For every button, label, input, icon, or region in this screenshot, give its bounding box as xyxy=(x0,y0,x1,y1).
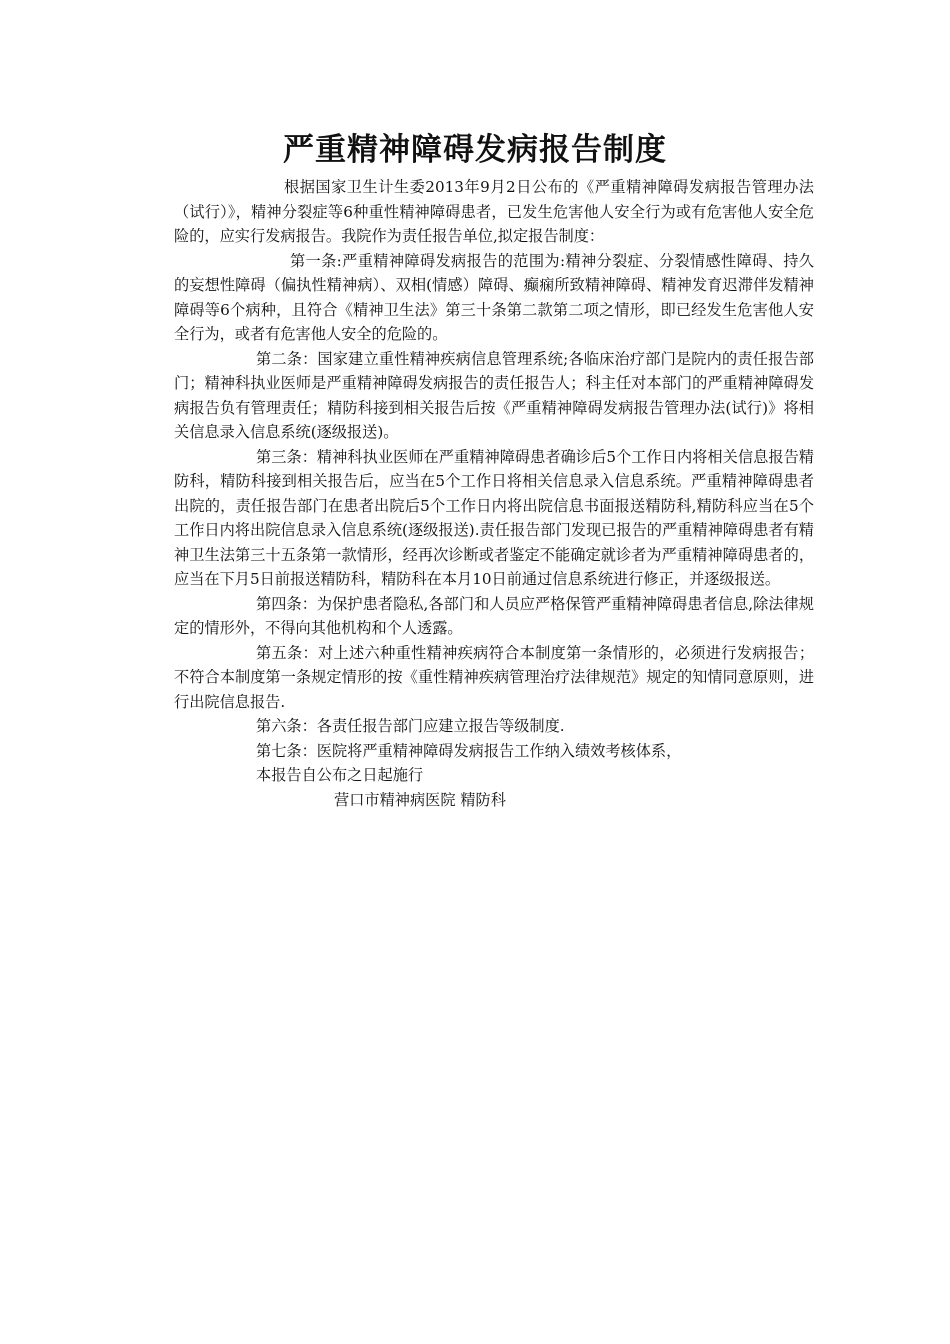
article-2-paragraph: 第二条：国家建立重性精神疾病信息管理系统;各临床治疗部门是院内的责任报告部门；精神科执业医师是严重精神障碍发病报告的责任报告人；科主任对本部门的严重精神障碍发病报告负有管理责任；精防科接到相关报告后按《严重精神障碍发病报告管理办法(试行)》将相关信息录入信息系统(逐级报送)。 xyxy=(174,349,814,441)
intro-paragraph: 根据国家卫生计生委2013年9月2日公布的《严重精神障碍发病报告管理办法（试行）》，精神分裂症等6种重性精神障碍患者，已发生危害他人安全行为或有危害他人安全危险的，应实行发病报告。我院作为责任报告单位,拟定报告制度： xyxy=(174,178,814,245)
document-title: 严重精神障碍发病报告制度 xyxy=(283,132,667,168)
article-4-paragraph: 第四条：为保护患者隐私,各部门和人员应严格保管严重精神障碍患者信息,除法律规定的情形外，不得向其他机构和个人透露。 xyxy=(174,594,814,637)
article-6-paragraph: 第六条：各责任报告部门应建立报告等级制度. xyxy=(256,717,565,735)
article-7-paragraph: 第七条：医院将严重精神障碍发病报告工作纳入绩效考核体系， xyxy=(256,741,682,760)
signature-line: 营口市精神病医院 精防科 xyxy=(334,790,506,809)
article-5-paragraph: 第五条：对上述六种重性精神疾病符合本制度第一条情形的，必须进行发病报告；不符合本制度第一条规定情形的按《重性精神疾病管理治疗法律规范》规定的知情同意原则，进行出院信息报告. xyxy=(174,643,814,711)
effective-statement: 本报告自公布之日起施行 xyxy=(256,766,424,784)
document-body xyxy=(174,175,814,812)
article-3-paragraph: 第三条：精神科执业医师在严重精神障碍患者确诊后5个工作日内将相关信息报告精防科，精防科接到相关报告后，应当在5个工作日将相关信息录入信息系统。严重精神障碍患者出院的，责任报告部门在患者出院后5个工作日内将出院信息书面报送精防科,精防科应当在5个工作日内将出院信息录入信息系统(逐级报送).责任报告部门发现已报告的严重精神障碍患者有精神卫生法第三十五条第一款情形，经再次诊断或者鉴定不能确定就诊者为严重精神障碍患者的，应当在下月5日前报送精防科，精防科在本月10日前通过信息系统进行修正，并逐级报送。 xyxy=(174,447,814,588)
article-1-paragraph: 第一条:严重精神障碍发病报告的范围为:精神分裂症、分裂情感性障碍、持久的妄想性障碍（偏执性精神病）、双相(情感）障碍、癫痫所致精神障碍、精神发育迟滞伴发精神障碍等6个病种，且符合《精神卫生法》第三十条第二款第二项之情形，即已经发生危害他人安全行为，或者有危害他人安全的危险的。 xyxy=(174,251,814,343)
